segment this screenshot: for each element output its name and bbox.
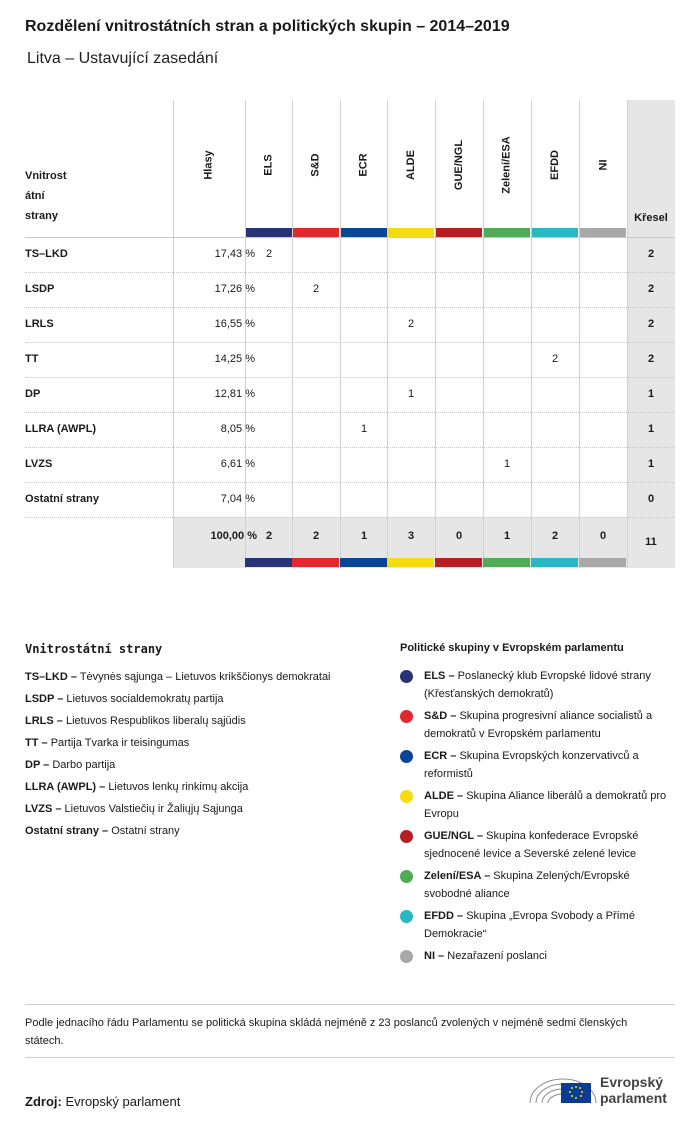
group-column-header — [387, 110, 435, 220]
vote-share: 6,61 % — [220, 458, 255, 470]
sum-seat-cell: 0 — [455, 530, 463, 542]
group-color-bar — [340, 228, 387, 237]
party-legend-name: Lietuvos lenkų rinkimų akcija — [108, 781, 249, 793]
group-color-dot — [400, 750, 413, 763]
group-color-dot — [400, 950, 413, 963]
party-legend-item — [25, 776, 385, 798]
sum-votes: 100,00 % — [210, 530, 257, 542]
table-row — [25, 308, 675, 343]
group-color-bar — [531, 228, 578, 237]
group-header-label: ECR — [357, 153, 370, 177]
party-legend — [25, 642, 385, 842]
party-legend-item — [25, 710, 385, 732]
group-legend-name: Skupina Evropských konzervativců a reformistů — [424, 750, 639, 780]
group-legend-code: ELS – — [424, 670, 455, 682]
seat-cell: 2 — [265, 248, 273, 260]
group-legend-name: Skupina progresivní aliance socialistů a demokratů v Evropském parlamentu — [424, 710, 653, 740]
group-color-dot — [400, 790, 413, 803]
group-color-dot — [400, 670, 413, 683]
sum-seat-cell: 3 — [407, 530, 415, 542]
group-color-bar — [387, 228, 434, 237]
sum-seat-cell: 2 — [551, 530, 559, 542]
group-header-label: EFDD — [548, 150, 561, 180]
group-legend-title: Politické skupiny v Evropském parlamentu — [400, 642, 624, 654]
group-color-bar — [435, 228, 482, 237]
sum-total-seats: 11 — [645, 536, 657, 548]
seat-cell: 2 — [312, 283, 320, 295]
group-legend — [400, 642, 680, 969]
total-seats: 2 — [647, 353, 655, 365]
group-legend-code: GUE/NGL – — [424, 830, 484, 842]
footnote: Podle jednacího řádu Parlamentu se politická skupina skládá nejméně z 23 poslanců zvolených v nejméně sedmi členských státech. — [25, 1017, 628, 1047]
group-color-bar — [387, 558, 434, 567]
page-title: Rozdělení vnitrostátních stran a politických skupin – 2014–2019 — [25, 18, 510, 35]
party-legend-code: TS–LKD – — [25, 671, 77, 683]
table-row — [25, 343, 675, 378]
group-legend-code: Zelení/ESA – — [424, 870, 491, 882]
party-legend-code: TT – — [25, 737, 48, 749]
group-color-bar — [292, 558, 339, 567]
total-seats: 1 — [647, 423, 655, 435]
sum-seat-cell: 1 — [503, 530, 511, 542]
group-color-dot — [400, 870, 413, 883]
group-column-header — [340, 110, 388, 220]
vote-share: 16,55 % — [214, 318, 255, 330]
group-header-label: Zelení/ESA — [501, 136, 513, 194]
party-name: Ostatní strany — [25, 493, 99, 505]
group-color-bar — [579, 558, 626, 567]
vote-share: 7,04 % — [220, 493, 255, 505]
party-legend-name: Partija Tvarka ir teisingumas — [50, 737, 190, 749]
group-header-label: S&D — [309, 153, 322, 177]
group-color-bar — [483, 228, 530, 237]
party-name: TS–LKD — [25, 248, 68, 260]
divider — [25, 1004, 675, 1005]
sum-seat-cell: 1 — [360, 530, 368, 542]
seat-cell: 1 — [407, 388, 415, 400]
total-seats: 2 — [647, 318, 655, 330]
group-legend-name: Skupina Zelených/Evropské svobodné aliance — [424, 870, 630, 900]
group-legend-code: ECR – — [424, 750, 457, 762]
party-name: LRLS — [25, 318, 54, 330]
party-name: LSDP — [25, 283, 55, 295]
votes-column-header — [173, 110, 245, 220]
group-legend-item — [400, 827, 680, 863]
group-color-bar — [579, 228, 626, 237]
party-header-line: Vnitrost — [25, 170, 67, 182]
group-legend-code: ALDE – — [424, 790, 464, 802]
group-color-bar — [292, 228, 339, 237]
group-legend-name: Skupina „Evropa Svobody a Přímé Demokracie“ — [424, 910, 635, 940]
total-seats: 2 — [647, 283, 655, 295]
party-legend-name: Lietuvos Valstiečių ir Žaliųjų Sąjunga — [64, 803, 243, 815]
party-legend-item — [25, 798, 385, 820]
logo-text-line: parlament — [600, 1090, 667, 1106]
vote-share: 14,25 % — [214, 353, 255, 365]
group-color-bar — [340, 558, 387, 567]
group-legend-item — [400, 747, 680, 783]
logo-text-line: Evropský — [600, 1074, 664, 1090]
party-legend-item — [25, 820, 385, 842]
source-label: Zdroj: — [25, 1094, 62, 1109]
party-name: DP — [25, 388, 41, 400]
table-row — [25, 238, 675, 273]
total-seats: 1 — [647, 458, 655, 470]
table-row — [25, 273, 675, 308]
party-legend-item — [25, 754, 385, 776]
group-legend-item — [400, 667, 680, 703]
party-legend-item — [25, 688, 385, 710]
seats-column-header: Křesel — [634, 212, 668, 224]
party-legend-code: LSDP – — [25, 693, 64, 705]
vote-share: 17,43 % — [214, 248, 255, 260]
party-column-header — [25, 166, 95, 226]
party-name: LVZS — [25, 458, 53, 470]
group-header-label: NI — [597, 159, 609, 171]
votes-header-label: Hlasy — [202, 150, 215, 180]
seat-cell: 1 — [360, 423, 368, 435]
logo-text — [600, 1074, 667, 1106]
party-legend-item — [25, 666, 385, 688]
party-legend-code: Ostatní strany – — [25, 825, 109, 837]
party-legend-code: LVZS – — [25, 803, 62, 815]
table-row — [25, 413, 675, 448]
divider — [25, 1057, 675, 1058]
sum-seat-cell: 0 — [599, 530, 607, 542]
group-column-header — [579, 110, 627, 220]
party-name: TT — [25, 353, 39, 365]
total-seats: 0 — [647, 493, 655, 505]
group-column-header — [531, 110, 579, 220]
party-legend-code: LLRA (AWPL) – — [25, 781, 106, 793]
group-header-label: ELS — [263, 154, 275, 176]
group-legend-item — [400, 707, 680, 743]
group-legend-code: EFDD – — [424, 910, 464, 922]
group-legend-name: Skupina Aliance liberálů a demokratů pro Evropu — [424, 790, 667, 820]
group-legend-item — [400, 907, 680, 943]
group-legend-item — [400, 947, 680, 965]
total-seats: 1 — [647, 388, 655, 400]
table-row — [25, 483, 675, 518]
group-color-bar — [483, 558, 530, 567]
party-header-line: strany — [25, 210, 59, 222]
vote-share: 8,05 % — [220, 423, 255, 435]
party-name: LLRA (AWPL) — [25, 423, 97, 435]
group-color-dot — [400, 830, 413, 843]
group-column-header — [483, 110, 531, 220]
source-value: Evropský parlament — [65, 1094, 181, 1109]
group-column-header — [435, 110, 483, 220]
group-color-bar — [531, 558, 578, 567]
party-legend-code: DP – — [25, 759, 50, 771]
group-color-bar — [245, 228, 292, 237]
sum-seat-cell: 2 — [265, 530, 273, 542]
table-row — [25, 378, 675, 413]
group-legend-name: Skupina konfederace Evropské sjednocené levice a Severské zelené levice — [424, 830, 639, 860]
page-subtitle: Litva – Ustavující zasedání — [27, 50, 219, 67]
group-color-dot — [400, 710, 413, 723]
party-legend-item — [25, 732, 385, 754]
sum-seat-cell: 2 — [312, 530, 320, 542]
vote-share: 12,81 % — [214, 388, 255, 400]
seat-cell: 2 — [551, 353, 559, 365]
group-legend-code: S&D – — [424, 710, 457, 722]
group-color-bar — [245, 558, 292, 567]
group-legend-name: Poslanecký klub Evropské lidové strany (Křesťanských demokratů) — [424, 670, 651, 700]
group-column-header — [292, 110, 340, 220]
party-legend-title: Vnitrostátní strany — [25, 642, 163, 656]
group-color-bar — [435, 558, 482, 567]
party-legend-name: Lietuvos Respublikos liberalų sąjūdis — [65, 715, 246, 727]
party-legend-name: Darbo partija — [52, 759, 116, 771]
seat-cell: 1 — [503, 458, 511, 470]
party-legend-name: Lietuvos socialdemokratų partija — [66, 693, 224, 705]
party-header-line: átní — [25, 190, 45, 202]
group-legend-code: NI – — [424, 950, 445, 962]
group-legend-item — [400, 787, 680, 823]
group-header-label: GUE/NGL — [453, 139, 465, 191]
source-line — [25, 1094, 180, 1109]
seat-cell: 2 — [407, 318, 415, 330]
group-header-label: ALDE — [404, 150, 417, 180]
total-seats: 2 — [647, 248, 655, 260]
group-legend-name: Nezařazení poslanci — [447, 950, 547, 962]
group-legend-item — [400, 867, 680, 903]
party-legend-name: Ostatní strany — [111, 825, 180, 837]
group-color-dot — [400, 910, 413, 923]
table-row — [25, 448, 675, 483]
vote-share: 17,26 % — [214, 283, 255, 295]
party-legend-code: LRLS – — [25, 715, 63, 727]
group-column-header — [245, 110, 293, 220]
party-legend-name: Tėvynės sąjunga – Lietuvos krikščionys demokratai — [79, 671, 331, 683]
